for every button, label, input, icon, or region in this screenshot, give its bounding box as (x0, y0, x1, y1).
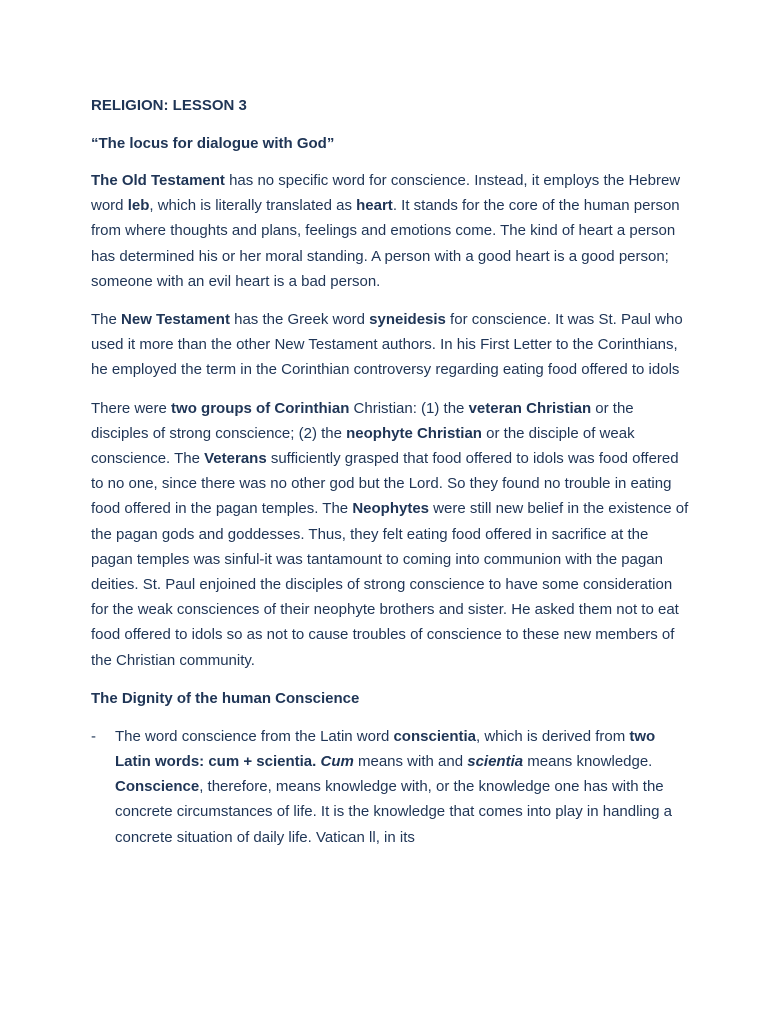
paragraph-new-testament (91, 307, 692, 383)
paragraph-text: means with and (353, 753, 468, 771)
paragraph-text: The (91, 311, 122, 329)
section-heading-dignity: The Dignity of the human Conscience (91, 689, 360, 707)
heart-term: heart (356, 197, 393, 215)
conscience-term: Conscience (115, 778, 200, 796)
cum-term: Cum (320, 753, 354, 771)
lesson-title: RELIGION: LESSON 3 (91, 97, 247, 114)
conscientia-term: conscientia (393, 727, 476, 745)
neophytes-term: Neophytes (352, 500, 429, 518)
list-item (91, 724, 692, 850)
list-dash: - (91, 727, 96, 745)
syneidesis-term: syneidesis (369, 311, 446, 329)
paragraph-text: . It stands for the core of the human person from where thoughts and plans, feelings and emotions come. The kind of heart a person has determined his or her moral standing. A person with a good heart is a good person; someone with an evil heart is a bad person. (91, 197, 680, 290)
scientia-term: scientia (467, 753, 524, 771)
leb-term: leb (127, 197, 150, 215)
paragraph-text: or the disciples of strong conscience; (2) the (91, 399, 634, 442)
paragraph-text: or the disciple of weak conscience. The (91, 424, 635, 468)
paragraph-text: , therefore, means knowledge with, or the knowledge one has with the concrete circumstances of life. It is the knowledge that comes into play in handling a concrete situation of daily life. Vatican ll, in its (115, 778, 672, 846)
paragraph-text: , which is derived from (476, 727, 630, 745)
neophyte-christian-term: neophyte Christian (346, 424, 482, 442)
lesson-subtitle: “The locus for dialogue with God” (91, 135, 335, 152)
paragraph-text: for conscience. It was St. Paul who used it more than the other New Testament authors. In his First Letter to the Corinthians, he employed the term in the Corinthian controversy regarding eating food offered to idols (91, 311, 683, 379)
paragraph-text: means knowledge. (523, 753, 653, 771)
old-testament-term: The Old Testament (91, 172, 225, 189)
paragraph-text: Christian: (1) the (349, 399, 469, 417)
paragraph-text: There were (91, 399, 172, 417)
paragraph-text: has no specific word for conscience. Instead, it employs the Hebrew word (91, 172, 681, 215)
paragraph-text: sufficiently grasped that food offered to idols was food offered to no one, since there was no other god but the Lord. So they found no trouble in eating food offered in the pagan temples. The (91, 450, 679, 518)
new-testament-term: New Testament (121, 311, 230, 329)
paragraph-text: The word conscience from the Latin word (115, 727, 394, 745)
veteran-christian-term: veteran Christian (468, 399, 592, 417)
paragraph-text: were still new belief in the existence of the pagan gods and goddesses. Thus, they felt eating food offered in sacrifice at the pagan temples was sinful-it was tantamount to coming into communion with the pagan deities. St. Paul enjoined the disciples of strong conscience to have some consideration for the weak consciences of their neophyte brothers and sister. He asked them not to eat food offered to idols so as not to cause troubles of conscience to these new members of the Christian community. (91, 500, 689, 669)
two-groups-term: two groups of Corinthian (171, 399, 350, 417)
paragraph-text: has the Greek word (229, 311, 370, 329)
latin-words-term: two Latin words: cum + scientia. (115, 727, 656, 771)
paragraph-corinthian-groups (91, 396, 692, 673)
paragraph-old-testament (91, 168, 692, 294)
veterans-term: Veterans (204, 450, 267, 468)
paragraph-text: , which is literally translated as (149, 197, 357, 215)
list-item-text (115, 724, 692, 850)
